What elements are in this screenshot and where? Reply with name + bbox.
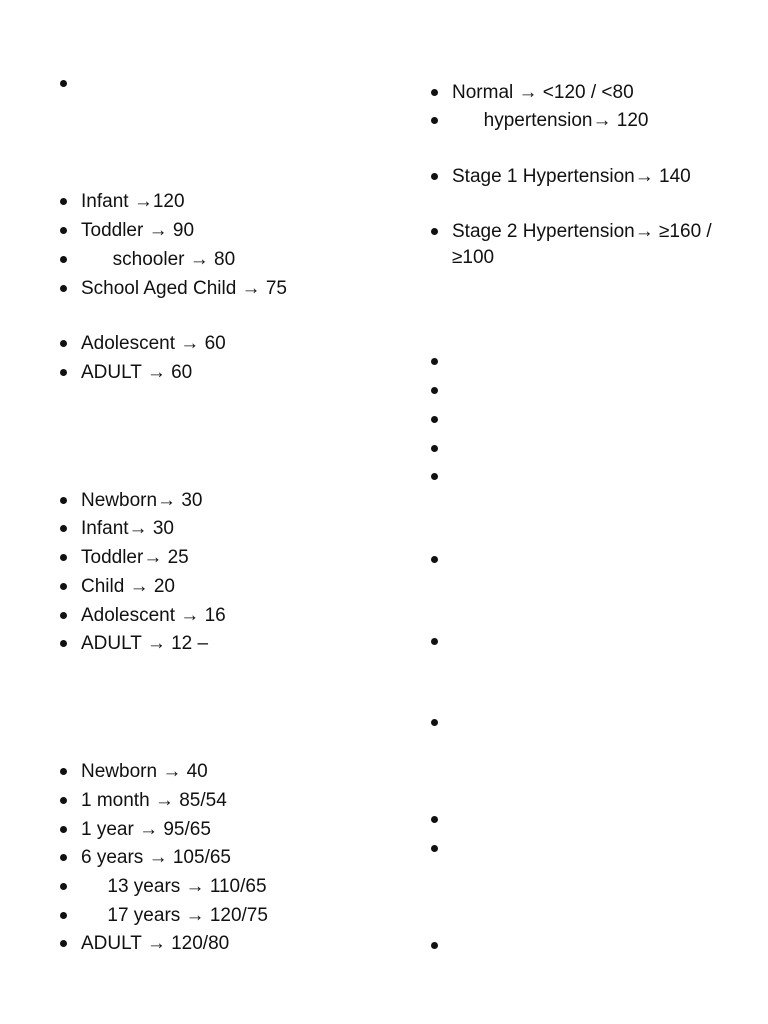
bullet-icon: [60, 497, 67, 504]
bullet-icon: [431, 845, 438, 852]
bullet-icon: [60, 256, 67, 263]
bullet-icon: [60, 854, 67, 861]
bullet-icon: [60, 640, 67, 647]
bullet-icon: [60, 369, 67, 376]
bullet-icon: [60, 912, 67, 919]
bullet-icon: [431, 416, 438, 423]
bullet-icon: [431, 358, 438, 365]
bullet-icon: [431, 942, 438, 949]
bullet-icon: [60, 768, 67, 775]
bullet-icon: [431, 816, 438, 823]
bullet-icon: [431, 387, 438, 394]
bullet-icon: [431, 556, 438, 563]
bullet-icon: [60, 883, 67, 890]
bullet-icon: [431, 228, 438, 235]
bullet-icon: [60, 525, 67, 532]
bullet-icon: [60, 285, 67, 292]
bullet-icon: [431, 638, 438, 645]
bullet-icon: [60, 940, 67, 947]
bullet-icon: [431, 473, 438, 480]
bullet-icon: [431, 445, 438, 452]
bullet-icon: [431, 89, 438, 96]
bullet-icon: [60, 612, 67, 619]
bullet-icon: [431, 117, 438, 124]
bullet-icon: [431, 173, 438, 180]
bullet-icon: [60, 826, 67, 833]
bullet-icon: [60, 340, 67, 347]
bullet-icon: [60, 554, 67, 561]
bullet-icon: [60, 797, 67, 804]
bullet-icon: [60, 227, 67, 234]
bullet-icon: [60, 198, 67, 205]
bullet-icon: [60, 80, 67, 87]
bullet-icon: [60, 583, 67, 590]
bullet-icon: [431, 719, 438, 726]
